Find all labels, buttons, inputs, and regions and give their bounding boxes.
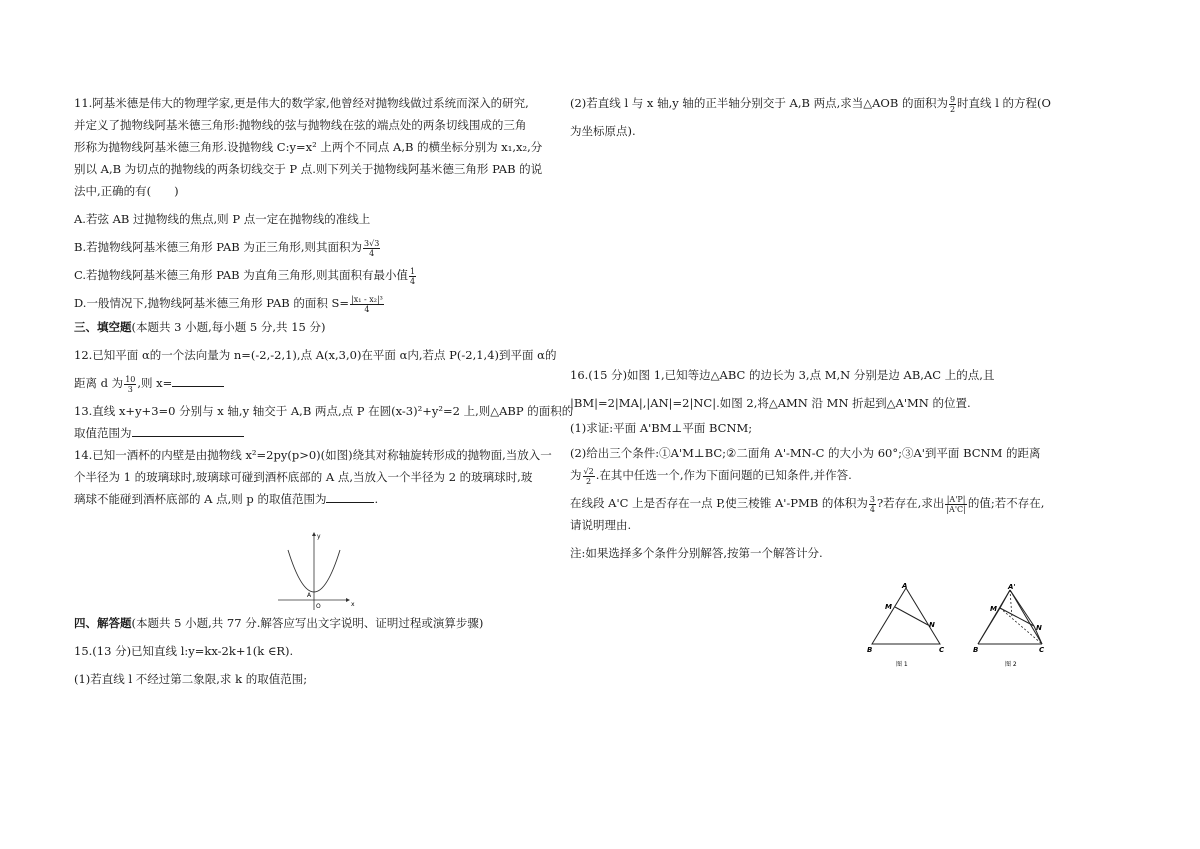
- q12-line-2: [74, 372, 552, 394]
- q14-line-2: 个半径为 1 的玻璃球时,玻璃球可碰到酒杯底部的 A 点,当放入一个半径为 2 的玻璃球时,玻: [74, 470, 533, 484]
- q11-option-b-text: B.若抛物线阿基米德三角形 PAB 为正三角形,则其面积为: [74, 240, 363, 254]
- frac-numerator: 3: [869, 494, 876, 504]
- q11-line-2: 并定义了抛物线阿基米德三角形:抛物线的弦与抛物线在弦的端点处的两条切线围成的三角: [74, 118, 527, 132]
- left-column-lower: [74, 610, 552, 690]
- q12-line-1: 12.已知平面 α的一个法向量为 n=(-2,-2,1),点 A(x,3,0)在平面 α内,若点 P(-2,1,4)到平面 α的: [74, 348, 557, 362]
- question-13: [74, 400, 574, 444]
- q16-line-5-pre: 为: [570, 468, 582, 482]
- right-column: [570, 92, 1050, 142]
- q11-line-3: 形称为抛物线阿基米德三角形.设抛物线 C:y=x² 上两个不同点 A,B 的横坐标分别为 x₁,x₂,分: [74, 140, 543, 154]
- fig2-label-n: N: [1036, 624, 1042, 632]
- section-3-title: 三、填空题: [74, 320, 132, 334]
- question-16: [570, 364, 1050, 564]
- q16-line-5: [570, 464, 1050, 486]
- fig1-label-b: B: [867, 646, 873, 654]
- frac-numerator: |x₁ - x₂|³: [351, 294, 383, 304]
- q15-part-2-line-1: [570, 92, 1050, 114]
- frac-denominator: 3: [127, 384, 133, 394]
- q11-option-b-fraction: [363, 239, 380, 258]
- frac-denominator: 4: [869, 504, 876, 514]
- q11-line-1: 11.阿基米德是伟大的物理学家,更是伟大的数学家,他曾经对抛物线做过系统而深入的研究,: [74, 96, 529, 110]
- q16-line-6-pre: 在线段 A'C 上是否存在一点 P,使三棱锥 A'-PMB 的体积为: [570, 496, 868, 510]
- q14-line-3-end: .: [374, 492, 379, 506]
- q12-fraction: [124, 375, 136, 394]
- q12-line-2-post: ,则 x=: [137, 376, 173, 390]
- frac-numerator: |A'P|: [946, 494, 966, 504]
- q11-option-d-fraction: [350, 295, 384, 314]
- q11-option-d: [74, 292, 552, 314]
- q15-part-2-post: 时直线 l 的方程(O: [957, 96, 1051, 110]
- question-14: [74, 444, 552, 510]
- q13-line-1: 13.直线 x+y+3=0 分别与 x 轴,y 轴交于 A,B 两点,点 P 在圆(x-3)²+y²=2 上,则△ABP 的面积的: [74, 404, 574, 418]
- fig2-label-c: C: [1039, 646, 1045, 654]
- frac-numerator: 1: [409, 266, 416, 276]
- q11-option-b: [74, 236, 552, 258]
- frac-denominator: 2: [949, 104, 956, 114]
- q11-option-d-text: D.一般情况下,抛物线阿基米德三角形 PAB 的面积 S=: [74, 296, 350, 310]
- triangle-abc: [872, 588, 940, 644]
- q16-line-2: |BM|=2|MA|,|AN|=2|NC|.如图 2,将△AMN 沿 MN 折起到△A'MN 的位置.: [570, 396, 971, 410]
- q14-parabola-figure: [276, 530, 356, 612]
- segment-a-c: [1010, 590, 1042, 644]
- q16-figure-2: [973, 583, 1045, 668]
- fig2-label-a-prime: A': [1008, 583, 1016, 591]
- q11-option-c: [74, 264, 552, 286]
- frac-denominator: 4: [409, 276, 416, 286]
- x-axis-arrow-icon: [346, 598, 350, 602]
- frac-numerator: 3√3: [364, 238, 380, 248]
- section-4-heading: [74, 612, 552, 634]
- q16-line-8: 注:如果选择多个条件分别解答,按第一个解答计分.: [570, 546, 823, 560]
- fig2-caption: 图 2: [1005, 661, 1017, 668]
- q16-line-6-mid: ?若存在,求出: [877, 496, 945, 510]
- q15-part-2-line-2: 为坐标原点).: [570, 124, 636, 138]
- fig1-label-c: C: [939, 646, 945, 654]
- q14-line-1: 14.已知一酒杯的内壁是由抛物线 x²=2py(p>0)(如图)绕其对称轴旋转形成的抛物面,当放入一: [74, 448, 552, 462]
- q11-option-c-fraction: [409, 267, 416, 286]
- frac-denominator: |A'C|: [946, 504, 966, 514]
- q11-option-a: A.若弦 AB 过抛物线的焦点,则 P 点一定在抛物线的准线上: [74, 212, 371, 226]
- q15-part-2-pre: (2)若直线 l 与 x 轴,y 轴的正半轴分别交于 A,B 两点,求当△AOB 的面积为: [570, 96, 948, 110]
- frac-numerator: 10: [125, 374, 136, 384]
- question-11: [74, 92, 552, 314]
- section-4-note: (本题共 5 小题,共 77 分.解答应写出文字说明、证明过程或演算步骤): [131, 616, 484, 630]
- fig1-label-m: M: [885, 603, 892, 611]
- q15-line-2: (1)若直线 l 不经过第二象限,求 k 的取值范围;: [74, 672, 308, 686]
- q15-line-1: 15.(13 分)已知直线 l:y=kx-2k+1(k ∈R).: [74, 644, 294, 658]
- y-axis-arrow-icon: [312, 532, 316, 536]
- section-4-title: 四、解答题: [74, 616, 132, 630]
- y-axis-label: y: [317, 533, 321, 540]
- q16-line-6: [570, 492, 1050, 514]
- x-axis-label: x: [351, 601, 355, 608]
- q11-line-4: 别以 A,B 为切点的抛物线的两条切线交于 P 点.则下列关于抛物线阿基米德三角形 PAB 的说: [74, 162, 543, 176]
- q14-answer-blank: [326, 491, 374, 503]
- fig1-caption: 图 1: [896, 661, 908, 668]
- segment-a-b: [978, 590, 1010, 644]
- q14-line-3: [74, 488, 552, 510]
- frac-numerator: √2: [583, 466, 594, 476]
- question-12: [74, 344, 557, 394]
- origin-label: O: [316, 603, 321, 610]
- q16-line-3: (1)求证:平面 A'BM⊥平面 BCNM;: [570, 421, 753, 435]
- q16-line-4: (2)给出三个条件:①A'M⊥BC;②二面角 A'-MN-C 的大小为 60°;③A'到平面 BCNM 的距离: [570, 446, 1041, 460]
- q14-line-3-text: 璃球不能碰到酒杯底部的 A 点,则 p 的取值范围为: [74, 492, 327, 506]
- fig2-label-m: M: [990, 605, 997, 613]
- q12-answer-blank: [172, 375, 224, 387]
- q13-line-2-text: 取值范围为: [74, 426, 132, 440]
- fig1-label-a: A: [902, 582, 908, 590]
- left-column: [74, 92, 574, 510]
- frac-denominator: 2: [586, 476, 592, 486]
- q16-volume-fraction: [869, 495, 876, 514]
- q16-line-7: 请说明理由.: [570, 518, 632, 532]
- section-3-heading: [74, 316, 552, 338]
- q13-answer-blank: [132, 425, 244, 437]
- q16-line-5-post: .在其中任选一个,作为下面问题的已知条件,并作答.: [595, 468, 852, 482]
- frac-numerator: 9: [949, 94, 956, 104]
- segment-mn: [1000, 608, 1034, 626]
- q16-figures: [862, 578, 1062, 670]
- q15-part-2-fraction: [949, 95, 956, 114]
- q11-line-5: 法中,正确的有( ): [74, 184, 179, 198]
- frac-denominator: 4: [369, 248, 375, 258]
- q16-line-1: 16.(15 分)如图 1,已知等边△ABC 的边长为 3,点 M,N 分别是边 AB,AC 上的点,且: [570, 368, 995, 382]
- section-3-note: (本题共 3 小题,每小题 5 分,共 15 分): [131, 320, 326, 334]
- point-a-label: A: [307, 592, 312, 599]
- q11-option-c-text: C.若抛物线阿基米德三角形 PAB 为直角三角形,则其面积有最小值: [74, 268, 408, 282]
- q16-ratio-fraction: [945, 495, 967, 514]
- fig2-label-b: B: [973, 646, 979, 654]
- fig1-label-n: N: [929, 621, 935, 629]
- frac-denominator: 4: [364, 304, 370, 314]
- q16-line-5-fraction: [583, 467, 595, 486]
- q13-line-2: [74, 422, 552, 444]
- q16-figure-1: [867, 582, 945, 668]
- q16-line-6-post: 的值;若不存在,: [967, 496, 1045, 510]
- q12-line-2-pre: 距离 d 为: [74, 376, 124, 390]
